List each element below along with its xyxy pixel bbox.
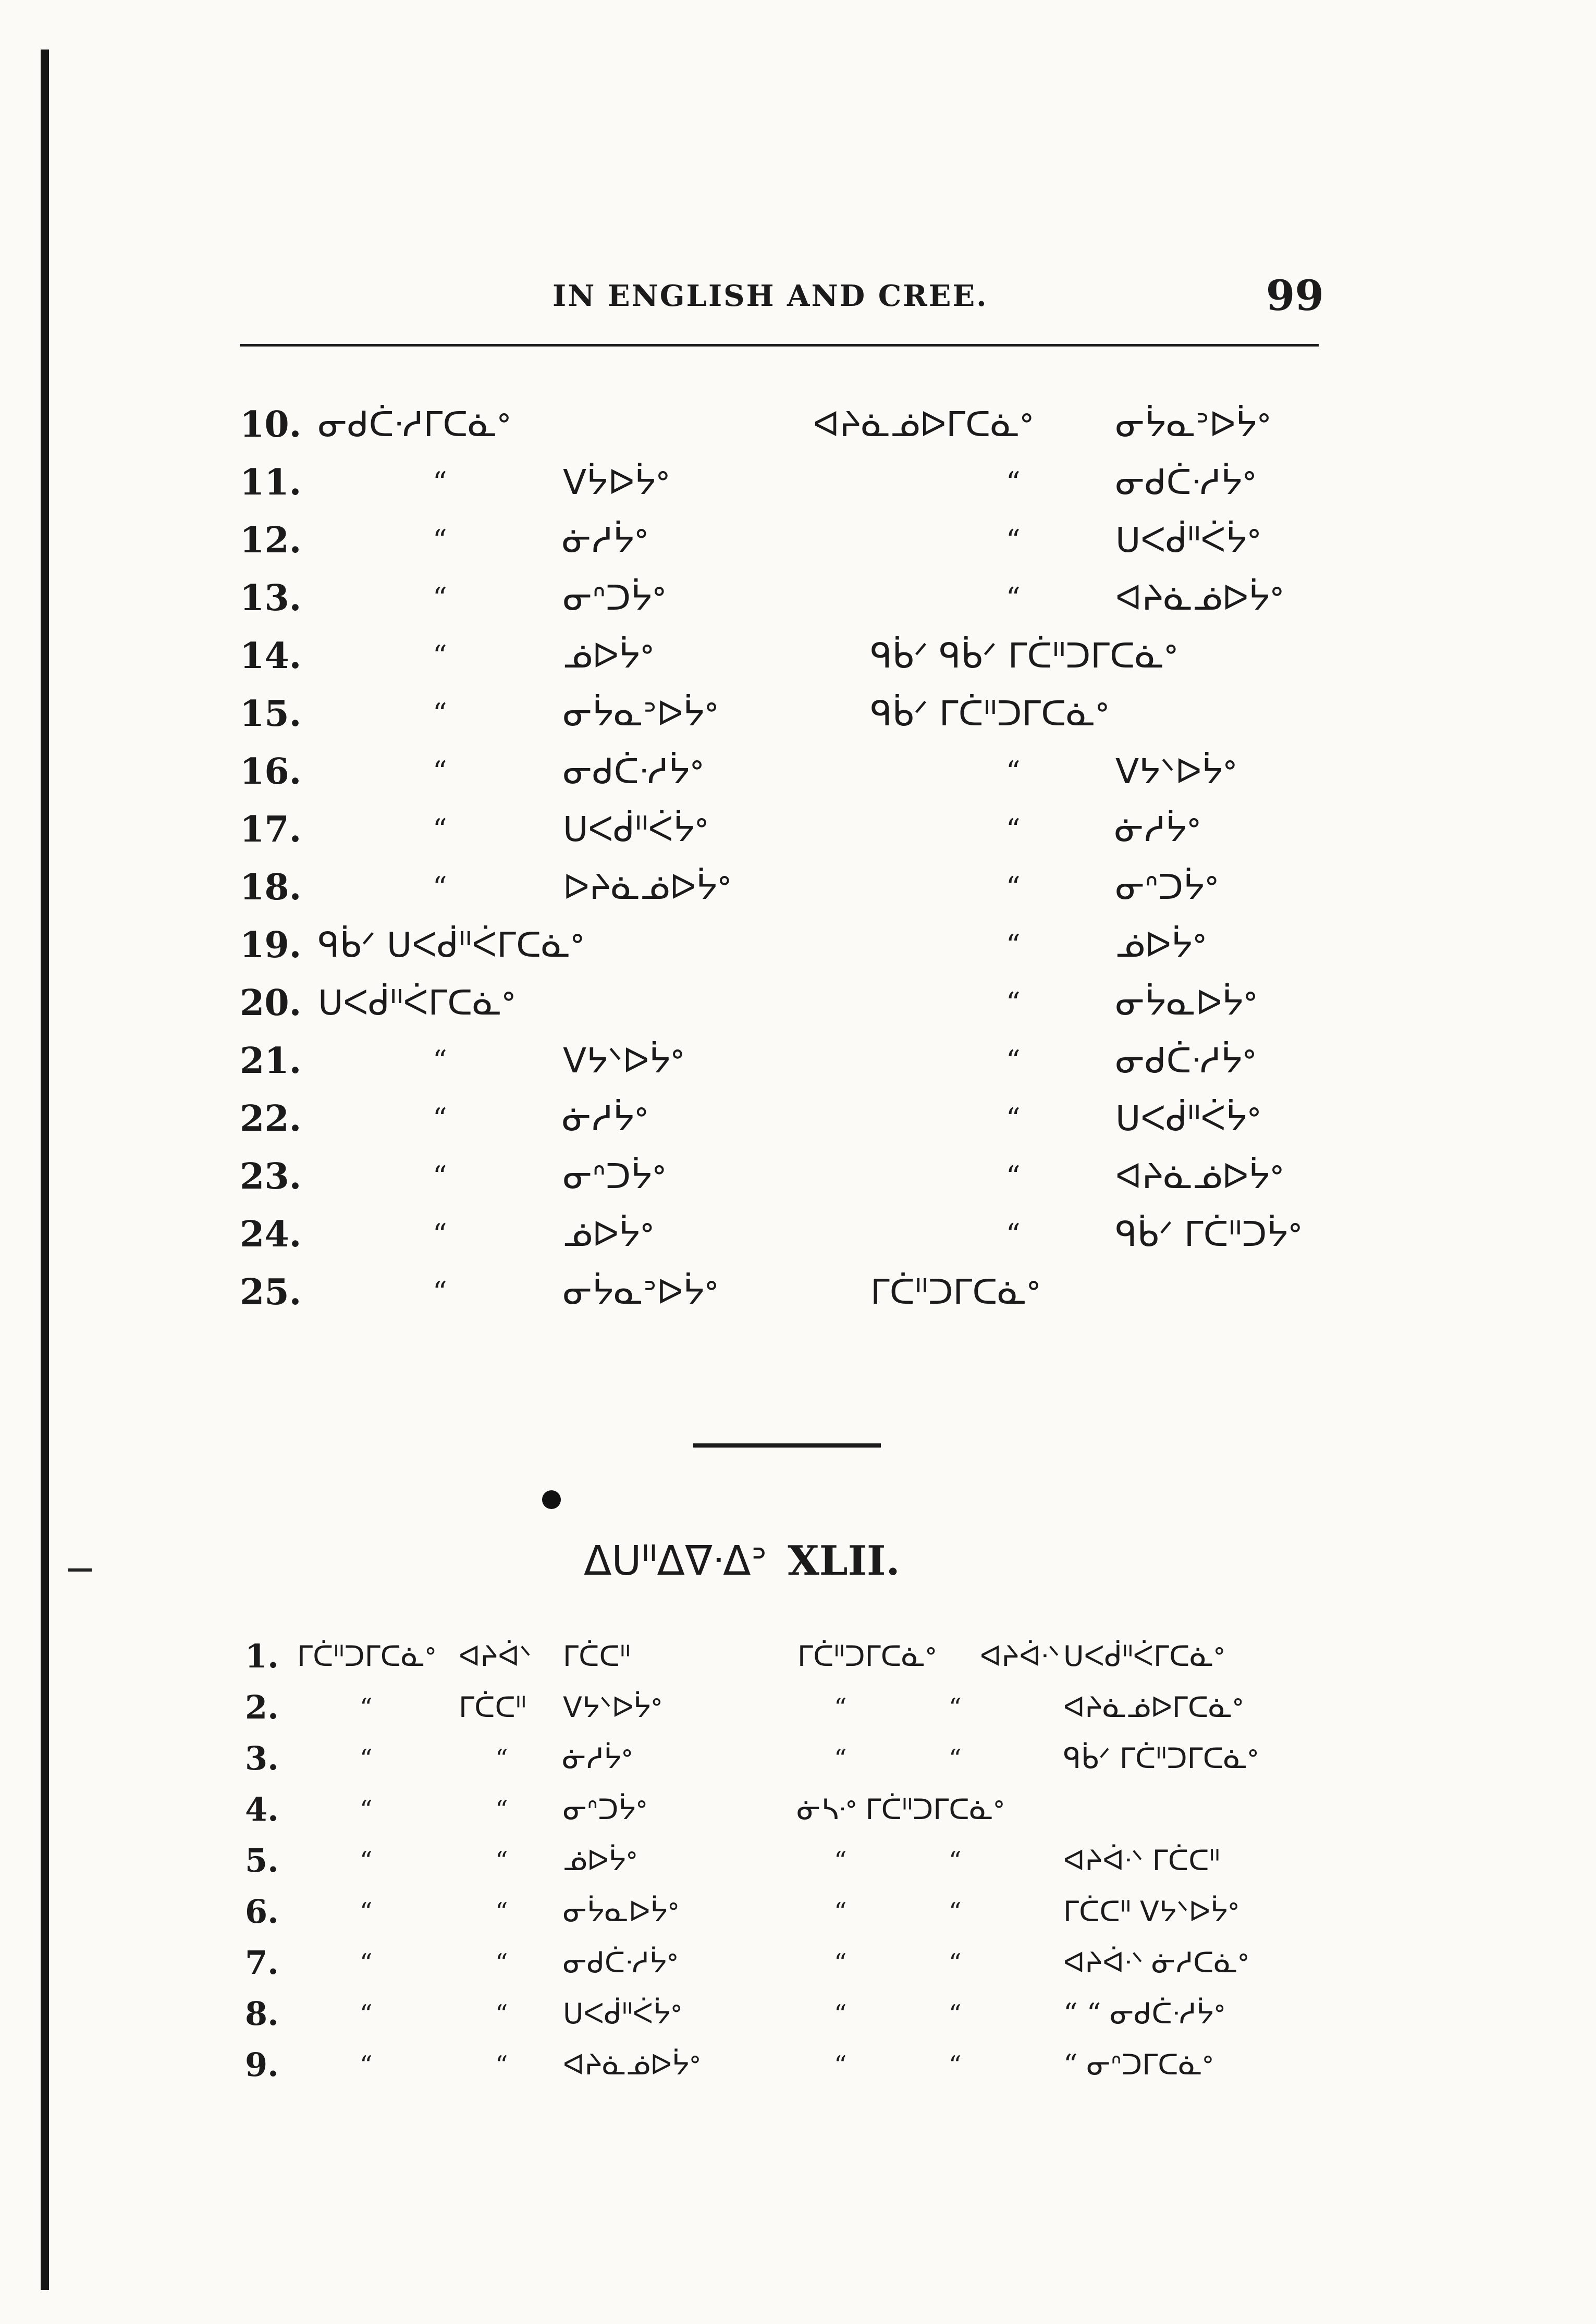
table-cell: ᑌᐸᑰᐦᐹᔮᐤ (1115, 1098, 1261, 1139)
table-cell: ᓂᐢᑐᔮᐤ (563, 1156, 666, 1196)
table-cell: ᓂᑯᑖᐧᓱᔮᐤ (563, 751, 704, 792)
table-cell: ᓂᔮᓇᐣᐅᔮᐤ (1115, 404, 1271, 444)
table-cell: ᓃᓴᐧᐤ ᒥᑖᐦᑐᒥᑕᓈᐤ (797, 1793, 1004, 1826)
running-title: IN ENGLISH AND CREE. (553, 279, 988, 313)
table-cell: “ (834, 1999, 847, 2029)
table-cell: “ (834, 1693, 847, 1722)
table-cell: “ (433, 524, 447, 557)
section-number: XLII. (788, 1537, 900, 1585)
table-row (0, 1090, 1596, 1147)
table-cell: “ (433, 1044, 447, 1077)
table-cell: ᑌᐸᑰᐦᐹᔮᐤ (563, 1997, 682, 2030)
row-number: 20. (240, 982, 302, 1024)
table-cell: ᓂᐢᑐᔮᐤ (563, 1793, 647, 1826)
table-cell: ᓅᐅᔮᐤ (563, 636, 654, 676)
table-cell: ᐯᔭᐠᐅᔮᐤ (563, 1041, 684, 1081)
table-row (0, 1032, 1596, 1090)
row-number: 19. (240, 924, 302, 966)
table-cell: ᑫᑳᐟ ᑌᐸᑰᐦᐹᒥᑕᓈᐤ (318, 925, 584, 965)
table-cell: ᑫᑳᐟ ᑫᑳᐟ ᒥᑖᐦᑐᒥᑕᓈᐤ (870, 636, 1178, 676)
table-cell: ᐊᔨᓈᓅᐅᔮᐤ (563, 2048, 701, 2081)
table-cell: “ (495, 1846, 508, 1875)
table-row (0, 1631, 1596, 1682)
table-cell: “ (360, 1948, 373, 1977)
table-cell: “ (495, 1897, 508, 1926)
table-row (0, 1784, 1596, 1835)
row-number: 21. (240, 1040, 302, 1082)
table-cell: ᒥᑖᑕᐦ (563, 1640, 631, 1673)
table-cell: ᐯᔭᐠᐅᔮᐤ (1115, 751, 1237, 792)
table-cell: “ (360, 1999, 373, 2029)
table-cell: “ (433, 871, 447, 904)
table-cell: “ (834, 1846, 847, 1875)
row-number: 4. (245, 1790, 279, 1828)
table-cell: “ (360, 1693, 373, 1722)
table-cell: “ (1006, 466, 1021, 499)
table-cell: “ (1006, 813, 1021, 846)
table-cell: ᓂᔮᓇᐣᐅᔮᐤ (563, 694, 718, 734)
table-row (0, 512, 1596, 569)
table-cell: ᓂᔮᓇᐣᐅᔮᐤ (563, 1272, 718, 1312)
table-cell: “ (949, 1999, 962, 2029)
table-row (0, 1206, 1596, 1263)
table-row (0, 1937, 1596, 1988)
page-header (240, 271, 1324, 323)
row-number: 16. (240, 751, 302, 793)
table-cell: ᑌᐸᑰᐦᐹᔮᐤ (1115, 520, 1261, 560)
table-cell: ᓃᓱᔮᐤ (563, 1098, 648, 1139)
table-cell: “ (495, 1744, 508, 1773)
table-cell: “ (834, 1948, 847, 1977)
table-cell: “ (1006, 755, 1021, 788)
table-cell: “ (360, 2050, 373, 2080)
table-cell: “ (1006, 524, 1021, 557)
table-cell: ᐊᔨᐋᐧᐠ ᒥᑖᑕᐦ (1063, 1844, 1220, 1877)
table-cell: ᓂᑯᑖᐧᓱᔮᐤ (563, 1946, 678, 1979)
table-cell: ᓅᐅᔮᐤ (563, 1214, 654, 1254)
table-cell: ᑫᑳᐟ ᒥᑖᐦᑐᒥᑕᓈᐤ (1063, 1742, 1259, 1775)
table-cell: “ (495, 1948, 508, 1977)
row-number: 2. (245, 1688, 279, 1726)
table-cell: “ (433, 755, 447, 788)
table-cell: “ (495, 2050, 508, 2080)
table-cell: “ (949, 2050, 962, 2080)
row-number: 17. (240, 809, 302, 850)
table-cell: ᓂᑯᑖᐧᓱᔮᐤ (1115, 1041, 1256, 1081)
table-cell: ᑌᐸᑰᐦᐹᒥᑕᓈᐤ (1063, 1640, 1225, 1673)
section-heading-syllabics: ᐃᑌᐦᐃᐁᐧᐃᐣ (584, 1538, 767, 1585)
row-number: 6. (245, 1893, 279, 1931)
table-cell: “ (834, 2050, 847, 2080)
table-cell: “ “ ᓂᑯᑖᐧᓱᔮᐤ (1063, 1997, 1225, 2030)
table-cell: ᐊᔨᐋᐧᐠ ᓃᓱᑕᓈᐤ (1063, 1946, 1249, 1979)
row-number: 18. (240, 867, 302, 908)
table-cell: ᓂᐢᑐᔮᐤ (563, 578, 666, 618)
table-cell: “ (1006, 871, 1021, 904)
row-number: 1. (245, 1637, 279, 1675)
table-cell: “ (433, 697, 447, 730)
table-row (0, 1148, 1596, 1205)
table-cell: “ (433, 1102, 447, 1135)
table-cell: ᓂᑯᑖᐧᓱᒥᑕᓈᐤ (318, 404, 511, 444)
table-row (0, 1835, 1596, 1886)
table-cell: ᒥᑖᐦᑐᒥᑕᓈᐤ (297, 1640, 436, 1673)
table-cell: ᓅᐅᔮᐤ (563, 1844, 637, 1877)
row-number: 9. (245, 2046, 279, 2084)
table-cell: “ (949, 1744, 962, 1773)
row-number: 12. (240, 520, 302, 561)
table-cell: ᑫᑳᐟ ᒥᑖᐦᑐᔮᐤ (1115, 1214, 1302, 1254)
table-row (0, 859, 1596, 916)
table-row (0, 1264, 1596, 1321)
table-cell: ᓂᔮᓇᐅᔮᐤ (563, 1895, 679, 1928)
table-cell: ᓂᐢᑐᔮᐤ (1115, 867, 1219, 907)
row-number: 5. (245, 1841, 279, 1880)
page-number: 99 (1266, 271, 1324, 320)
margin-mark (68, 1568, 92, 1572)
row-number: 13. (240, 577, 302, 619)
table-row (0, 743, 1596, 800)
table-cell: ᐊᔨᓈᓅᐅᒥᑕᓈᐤ (1063, 1691, 1244, 1724)
table-cell: “ (433, 1160, 447, 1193)
table-row (0, 570, 1596, 627)
table-cell: “ (360, 1795, 373, 1824)
table-cell: ᐊᔨᐋᐠ (459, 1640, 532, 1673)
table-cell: “ (433, 813, 447, 846)
header-rule (240, 344, 1319, 347)
table-cell: “ (1006, 986, 1021, 1019)
row-number: 7. (245, 1944, 279, 1982)
table-row (0, 1733, 1596, 1784)
section-divider (693, 1443, 881, 1448)
table-cell: ᓃᓱᔮᐤ (1115, 809, 1201, 849)
table-cell: “ (949, 1948, 962, 1977)
table-cell: “ (949, 1897, 962, 1926)
table-cell: ᐅᔨᓈᓅᐅᔮᐤ (563, 867, 731, 907)
table-cell: ᐊᔨᓈᓅᐅᔮᐤ (1115, 1156, 1284, 1196)
row-number: 23. (240, 1156, 302, 1197)
table-cell: ᓂᑯᑖᐧᓱᔮᐤ (1115, 462, 1256, 502)
table-row (0, 627, 1596, 685)
table-cell: ᓃᓱᔮᐤ (563, 520, 648, 560)
table-cell: ᒥᑖᐦᑐᒥᑕᓈᐤ (870, 1272, 1040, 1312)
table-cell: “ (433, 582, 447, 614)
table-cell: “ (360, 1897, 373, 1926)
table-cell: “ (360, 1846, 373, 1875)
table-row (0, 917, 1596, 974)
section-heading (584, 1537, 900, 1585)
row-number: 8. (245, 1995, 279, 2033)
table-row (0, 454, 1596, 511)
row-number: 22. (240, 1098, 302, 1140)
table-cell: “ (834, 1897, 847, 1926)
table-cell: “ (433, 639, 447, 672)
row-number: 14. (240, 635, 302, 677)
table-cell: “ ᓂᐢᑐᒥᑕᓈᐤ (1063, 2048, 1213, 2081)
table-cell: “ (949, 1693, 962, 1722)
row-number: 10. (240, 404, 302, 446)
table-cell: ᒥᑖᑕᐦ ᐯᔭᐠᐅᔮᐤ (1063, 1895, 1239, 1928)
table-cell: ᑌᐸᑰᐦᐹᔮᐤ (563, 809, 708, 849)
table-cell: “ (1006, 1160, 1021, 1193)
table-cell: “ (1006, 1044, 1021, 1077)
table-row (0, 1988, 1596, 2039)
table-cell: ᐯᔮᐅᔮᐤ (563, 462, 670, 502)
table-cell: ᐯᔭᐠᐅᔮᐤ (563, 1691, 662, 1724)
table-cell: “ (495, 1795, 508, 1824)
table-cell: “ (949, 1846, 962, 1875)
table-cell: “ (495, 1999, 508, 2029)
row-number: 24. (240, 1214, 302, 1255)
table-row (0, 1886, 1596, 1937)
table-cell: “ (1006, 582, 1021, 614)
table-cell: “ (433, 1218, 447, 1251)
table-cell: ᓂᔮᓇᐅᔮᐤ (1115, 983, 1257, 1023)
table-cell: ᓅᐅᔮᐤ (1115, 925, 1207, 965)
row-number: 11. (240, 462, 302, 503)
table-cell: “ (433, 1276, 447, 1308)
table-cell: “ (1006, 929, 1021, 961)
table-row (0, 2039, 1596, 2091)
table-cell: ᑌᐸᑰᐦᐹᒥᑕᓈᐤ (318, 983, 515, 1023)
table-row (0, 396, 1596, 453)
table-cell: ᑫᑳᐟ ᒥᑖᐦᑐᒥᑕᓈᐤ (870, 694, 1109, 734)
table-cell: ᒥᑖᑕᐦ (459, 1691, 526, 1724)
table-cell: ᐊᔨᓈᓅᐅᔮᐤ (1115, 578, 1284, 618)
ink-dot (542, 1490, 561, 1509)
row-number: 15. (240, 693, 302, 735)
table-cell: “ (1006, 1102, 1021, 1135)
table-cell: “ (360, 1744, 373, 1773)
table-row (0, 1682, 1596, 1733)
table-row (0, 801, 1596, 858)
row-number: 25. (240, 1271, 302, 1313)
table-row (0, 974, 1596, 1032)
table-cell: ᒥᑖᐦᑐᒥᑕᓈᐤ (797, 1640, 937, 1673)
table-cell: “ (1006, 1218, 1021, 1251)
table-cell: “ (834, 1744, 847, 1773)
table-cell: “ (433, 466, 447, 499)
row-number: 3. (245, 1739, 279, 1777)
table-cell: ᐊᔨᐋᐧᐠ (980, 1640, 1060, 1673)
table-cell: ᓃᓱᔮᐤ (563, 1742, 633, 1775)
table-row (0, 685, 1596, 743)
table-cell: ᐊᔨᓈᓅᐅᒥᑕᓈᐤ (813, 404, 1034, 444)
